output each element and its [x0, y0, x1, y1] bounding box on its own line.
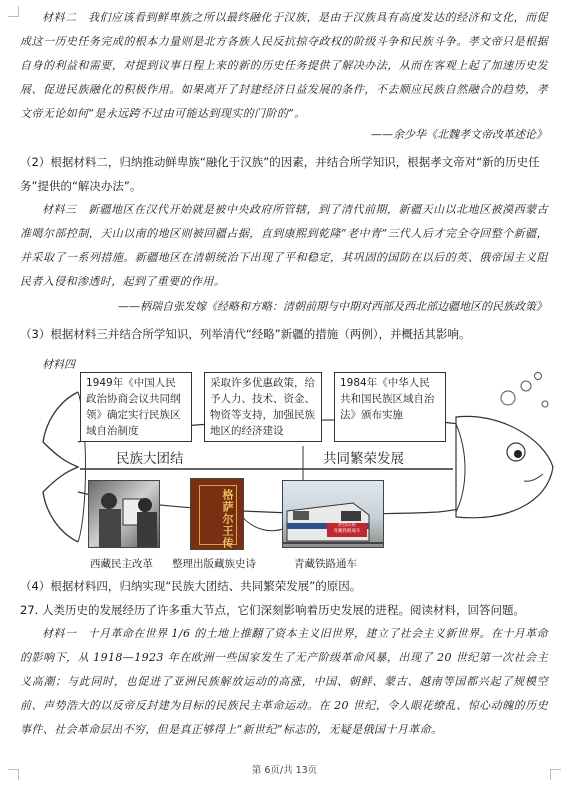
policy-box-1984: 1984年《中华人民共和国民族区域自治法》颁布实施 — [334, 372, 446, 442]
band-label-prosperity: 共同繁荣发展 — [323, 451, 404, 467]
caption-tibet-reform: 西藏民主改革 — [90, 558, 153, 570]
caption-epic: 整理出版藏族史诗 — [172, 558, 256, 570]
corner-mark — [8, 6, 19, 17]
photo-qinghai-tibet-train — [282, 480, 384, 548]
page-number: 第 6页/共 13页 — [251, 765, 318, 776]
material-3-source: ——柄瑞自张发嫁《经略和方略：清朝前期与中期对西部及西北部边疆地区的民族政策》 — [118, 300, 547, 313]
question-27-stem: 27. 人类历史的发展经历了许多重大节点，它们深刻影响着历史发展的进程。阅读材料，回答问题。 — [20, 603, 525, 617]
material-2-text: 材料二 我们应该看到鲜卑族之所以最终融化于汉族，是由于汉族具有高度发达的经济和文化，而促成这一历史任务完成的根本力量则是北方各族人民反抗掠夺政权的阶级斗争和民族斗争。孝文帝只是根据自身的利益和需要，对提到议事日程上来的新的历史任务提供了解决办法，从而在客观上起了加速历史发展、促进民族融化的积极作用。如果离开了封建经济日益发展的条件，不去顺应民族自然融合的趋势，孝文帝无论如何“是永远跨不过由可能达到现实的门阶的”。 — [20, 11, 548, 120]
q27-material-1: 材料一 十月革命在世界 1/6 的土地上推翻了资本主义旧世界，建立了社会主义新世界。在十月革命的影响下，从 1918—1923 年在欧洲一些国家发生了无产阶级革命风暴，出现了 20 世纪第一次社会主义高潮；与此同时，也促进了亚洲民族解放运动的高涨，中国、朝鲜、蒙古、越南等国都兴起了规模空前、声势浩大的以反帝反封建为目标的民族民主革命运动。在 20 世纪，令人眼花缭乱、惊心动魄的历史事件、社会革命层出不穷，但是真正够得上“新世纪”标志的，无疑是俄国十月革命。 — [20, 627, 548, 736]
policy-box-1949: 1949年《中国人民政治协商会议共同纲领》确定实行民族区域自治制度 — [80, 372, 192, 442]
train-illustration — [283, 481, 384, 548]
policy-box-economic: 采取许多优惠政策，给予人力、技术、资金、物资等支持，加强民族地区的经济建设 — [204, 372, 322, 442]
material-3-text: 材料三 新疆地区在汉代开始就是被中央政府所管辖，到了清代前期，新疆天山以北地区被漠西蒙古准噶尔部控制，天山以南的地区则被回疆占据，直到康熙到乾隆“老中青”三代人后才完全夺回整个新疆，并采取了一系列措施。新疆地区在清朝统治下出现了平和稳定，其巩固的国防在以后的英、俄帝国主义阻民者入侵和渗透时，起到了重要的作用。 — [20, 203, 548, 288]
question-2: （2）根据材料二，归纳推动鲜卑族“融化于汉族”的因素，并结合所学知识，根据孝文帝对“新的历史任务”提供的“解决办法”。 — [20, 155, 540, 193]
people-illustration — [89, 481, 160, 548]
material-2-source: ——余少华《北魏孝文帝改革述论》 — [371, 128, 547, 141]
band-label-unity: 民族大团结 — [116, 451, 184, 467]
question-4: （4）根据材料四，归纳实现“民族大团结、共同繁荣发展”的原因。 — [20, 579, 362, 593]
question-3: （3）根据材料三并结合所学知识，列举清代“经略”新疆的措施（两例），并概括其影响。 — [20, 327, 471, 341]
caption-railway: 青藏铁路通车 — [294, 558, 357, 570]
book-title: 格萨尔王传 — [221, 489, 234, 549]
material-4-label: 材料四 — [42, 358, 75, 371]
photo-epic-book — [190, 478, 244, 550]
photo-tibet-reform — [88, 480, 160, 548]
train-banner: 热烈庆祝 青藏铁路通车 — [333, 523, 361, 534]
